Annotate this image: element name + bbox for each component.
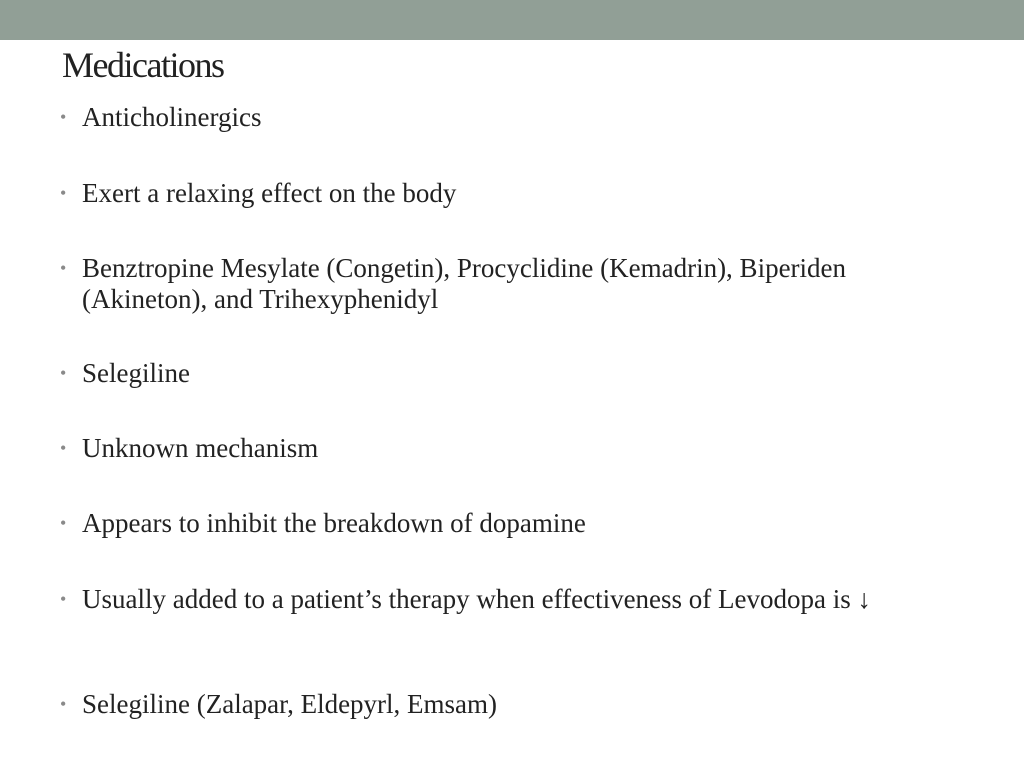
bullet-text: Appears to inhibit the breakdown of dopamine [82, 508, 586, 538]
bullet-text: Exert a relaxing effect on the body [82, 178, 457, 208]
bullet-item-selegiline [60, 358, 960, 389]
bullet-dot-icon: • [60, 513, 67, 533]
bullet-item-levodopa [60, 584, 960, 615]
bullet-dot-icon: • [60, 438, 67, 458]
bullet-text: Benztropine Mesylate (Congetin), Procyclidine (Kemadrin), Biperiden (Akineton), and Trihexyphenidyl [82, 253, 847, 314]
top-accent-bar [0, 0, 1024, 40]
bullet-text: Unknown mechanism [82, 433, 319, 463]
bullet-item-dopamine [60, 508, 960, 539]
bullet-item-drug-list [60, 253, 960, 315]
bullet-item-selegiline-brands [60, 689, 960, 720]
bullet-text: Usually added to a patient’s therapy when effectiveness of Levodopa is ↓ [82, 584, 872, 614]
bullet-dot-icon: • [60, 258, 67, 278]
bullet-dot-icon: • [60, 589, 67, 609]
bullet-text: Selegiline (Zalapar, Eldepyrl, Emsam) [82, 689, 498, 719]
bullet-item-relaxing-effect [60, 178, 960, 209]
bullet-item-anticholinergics [60, 102, 960, 133]
bullet-dot-icon: • [60, 363, 67, 383]
bullet-dot-icon: • [60, 107, 67, 127]
slide-title: Medications [62, 45, 224, 85]
bullet-text: Anticholinergics [82, 102, 262, 132]
bullet-dot-icon: • [60, 183, 67, 203]
bullet-item-unknown-mechanism [60, 433, 960, 464]
bullet-dot-icon: • [60, 694, 67, 714]
bullet-text: Selegiline [82, 358, 190, 388]
